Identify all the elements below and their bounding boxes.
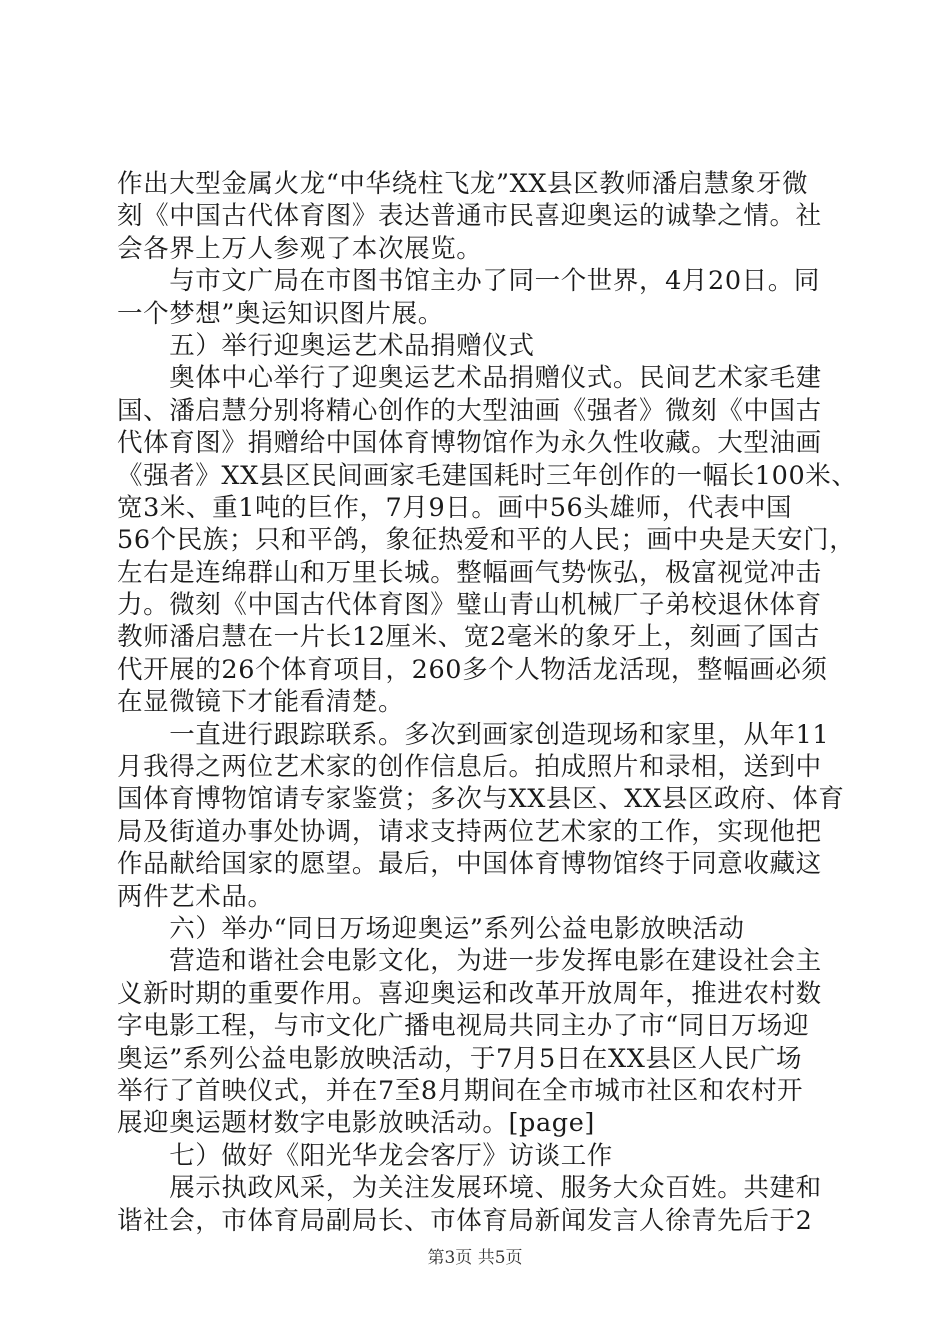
document-body xyxy=(117,168,858,1237)
text-line: 刻《中国古代体育图》表达普通市民喜迎奥运的诚挚之情。社 xyxy=(117,201,822,232)
text-line: 展示执政风采，为关注发展环境、服务大众百姓。共建和 xyxy=(117,1173,822,1204)
page-footer: 第3页 共5页 xyxy=(427,1248,523,1268)
text-line: 会各界上万人参观了本次展览。 xyxy=(117,233,483,264)
text-line: 举行了首映仪式，并在7至8月期间在全市城市社区和农村开 xyxy=(117,1075,804,1106)
section-heading: 七）做好《阳光华龙会客厅》访谈工作 xyxy=(117,1140,613,1171)
text-line: 营造和谐社会电影文化，为进一步发挥电影在建设社会主 xyxy=(117,946,822,977)
text-line: 奥运”系列公益电影放映活动，于7月5日在XX县区人民广场 xyxy=(117,1043,803,1074)
text-line: 国、潘启慧分别将精心创作的大型油画《强者》微刻《中国古 xyxy=(117,395,822,426)
text-line: 谐社会，市体育局副局长、市体育局新闻发言人徐青先后于2 xyxy=(117,1205,813,1236)
text-line: 与市文广局在市图书馆主办了同一个世界，4月20日。同 xyxy=(117,266,820,297)
text-line: 义新时期的重要作用。喜迎奥运和改革开放周年，推进农村数 xyxy=(117,978,822,1009)
text-line: 宽3米、重1吨的巨作，7月9日。画中56头雄师，代表中国 xyxy=(117,492,793,523)
text-line: 两件艺术品。 xyxy=(117,881,274,912)
text-line: 教师潘启慧在一片长12厘米、宽2毫米的象牙上，刻画了国古 xyxy=(117,622,820,653)
text-line: 代开展的26个体育项目，260多个人物活龙活现，整幅画必须 xyxy=(117,654,828,685)
text-line: 作出大型金属火龙“中华绕柱飞龙”XX县区教师潘启慧象牙微 xyxy=(117,169,809,199)
text-line: 展迎奥运题材数字电影放映活动。[page] xyxy=(117,1108,595,1139)
text-line: 力。微刻《中国古代体育图》璧山青山机械厂子弟校退休体育 xyxy=(117,590,822,621)
text-line: 《强者》XX县区民间画家毛建国耗时三年创作的一幅长100米、 xyxy=(117,460,858,491)
text-line: 在显微镜下才能看清楚。 xyxy=(117,687,405,718)
text-line: 作品献给国家的愿望。最后，中国体育博物馆终于同意收藏这 xyxy=(117,849,822,880)
section-heading: 六）举办“同日万场迎奥运”系列公益电影放映活动 xyxy=(117,913,745,944)
text-line: 一直进行跟踪联系。多次到画家创造现场和家里，从年11 xyxy=(117,719,830,750)
text-line: 奥体中心举行了迎奥运艺术品捐赠仪式。民间艺术家毛建 xyxy=(117,363,822,394)
text-line: 字电影工程，与市文化广播电视局共同主办了市“同日万场迎 xyxy=(117,1011,810,1042)
section-heading: 五）举行迎奥运艺术品捐赠仪式 xyxy=(117,330,535,361)
text-line: 56个民族；只和平鸽，象征热爱和平的人民；画中央是天安门， xyxy=(117,525,856,556)
text-line: 代体育图》捐赠给中国体育博物馆作为永久性收藏。大型油画 xyxy=(117,428,822,459)
text-line: 一个梦想”奥运知识图片展。 xyxy=(117,298,444,329)
text-line: 国体育博物馆请专家鉴赏；多次与XX县区、XX县区政府、体育 xyxy=(117,784,845,815)
text-line: 左右是连绵群山和万里长城。整幅画气势恢弘，极富视觉冲击 xyxy=(117,557,822,588)
text-line: 月我得之两位艺术家的创作信息后。拍成照片和录相，送到中 xyxy=(117,752,822,783)
text-line: 局及街道办事处协调，请求支持两位艺术家的工作，实现他把 xyxy=(117,816,822,847)
